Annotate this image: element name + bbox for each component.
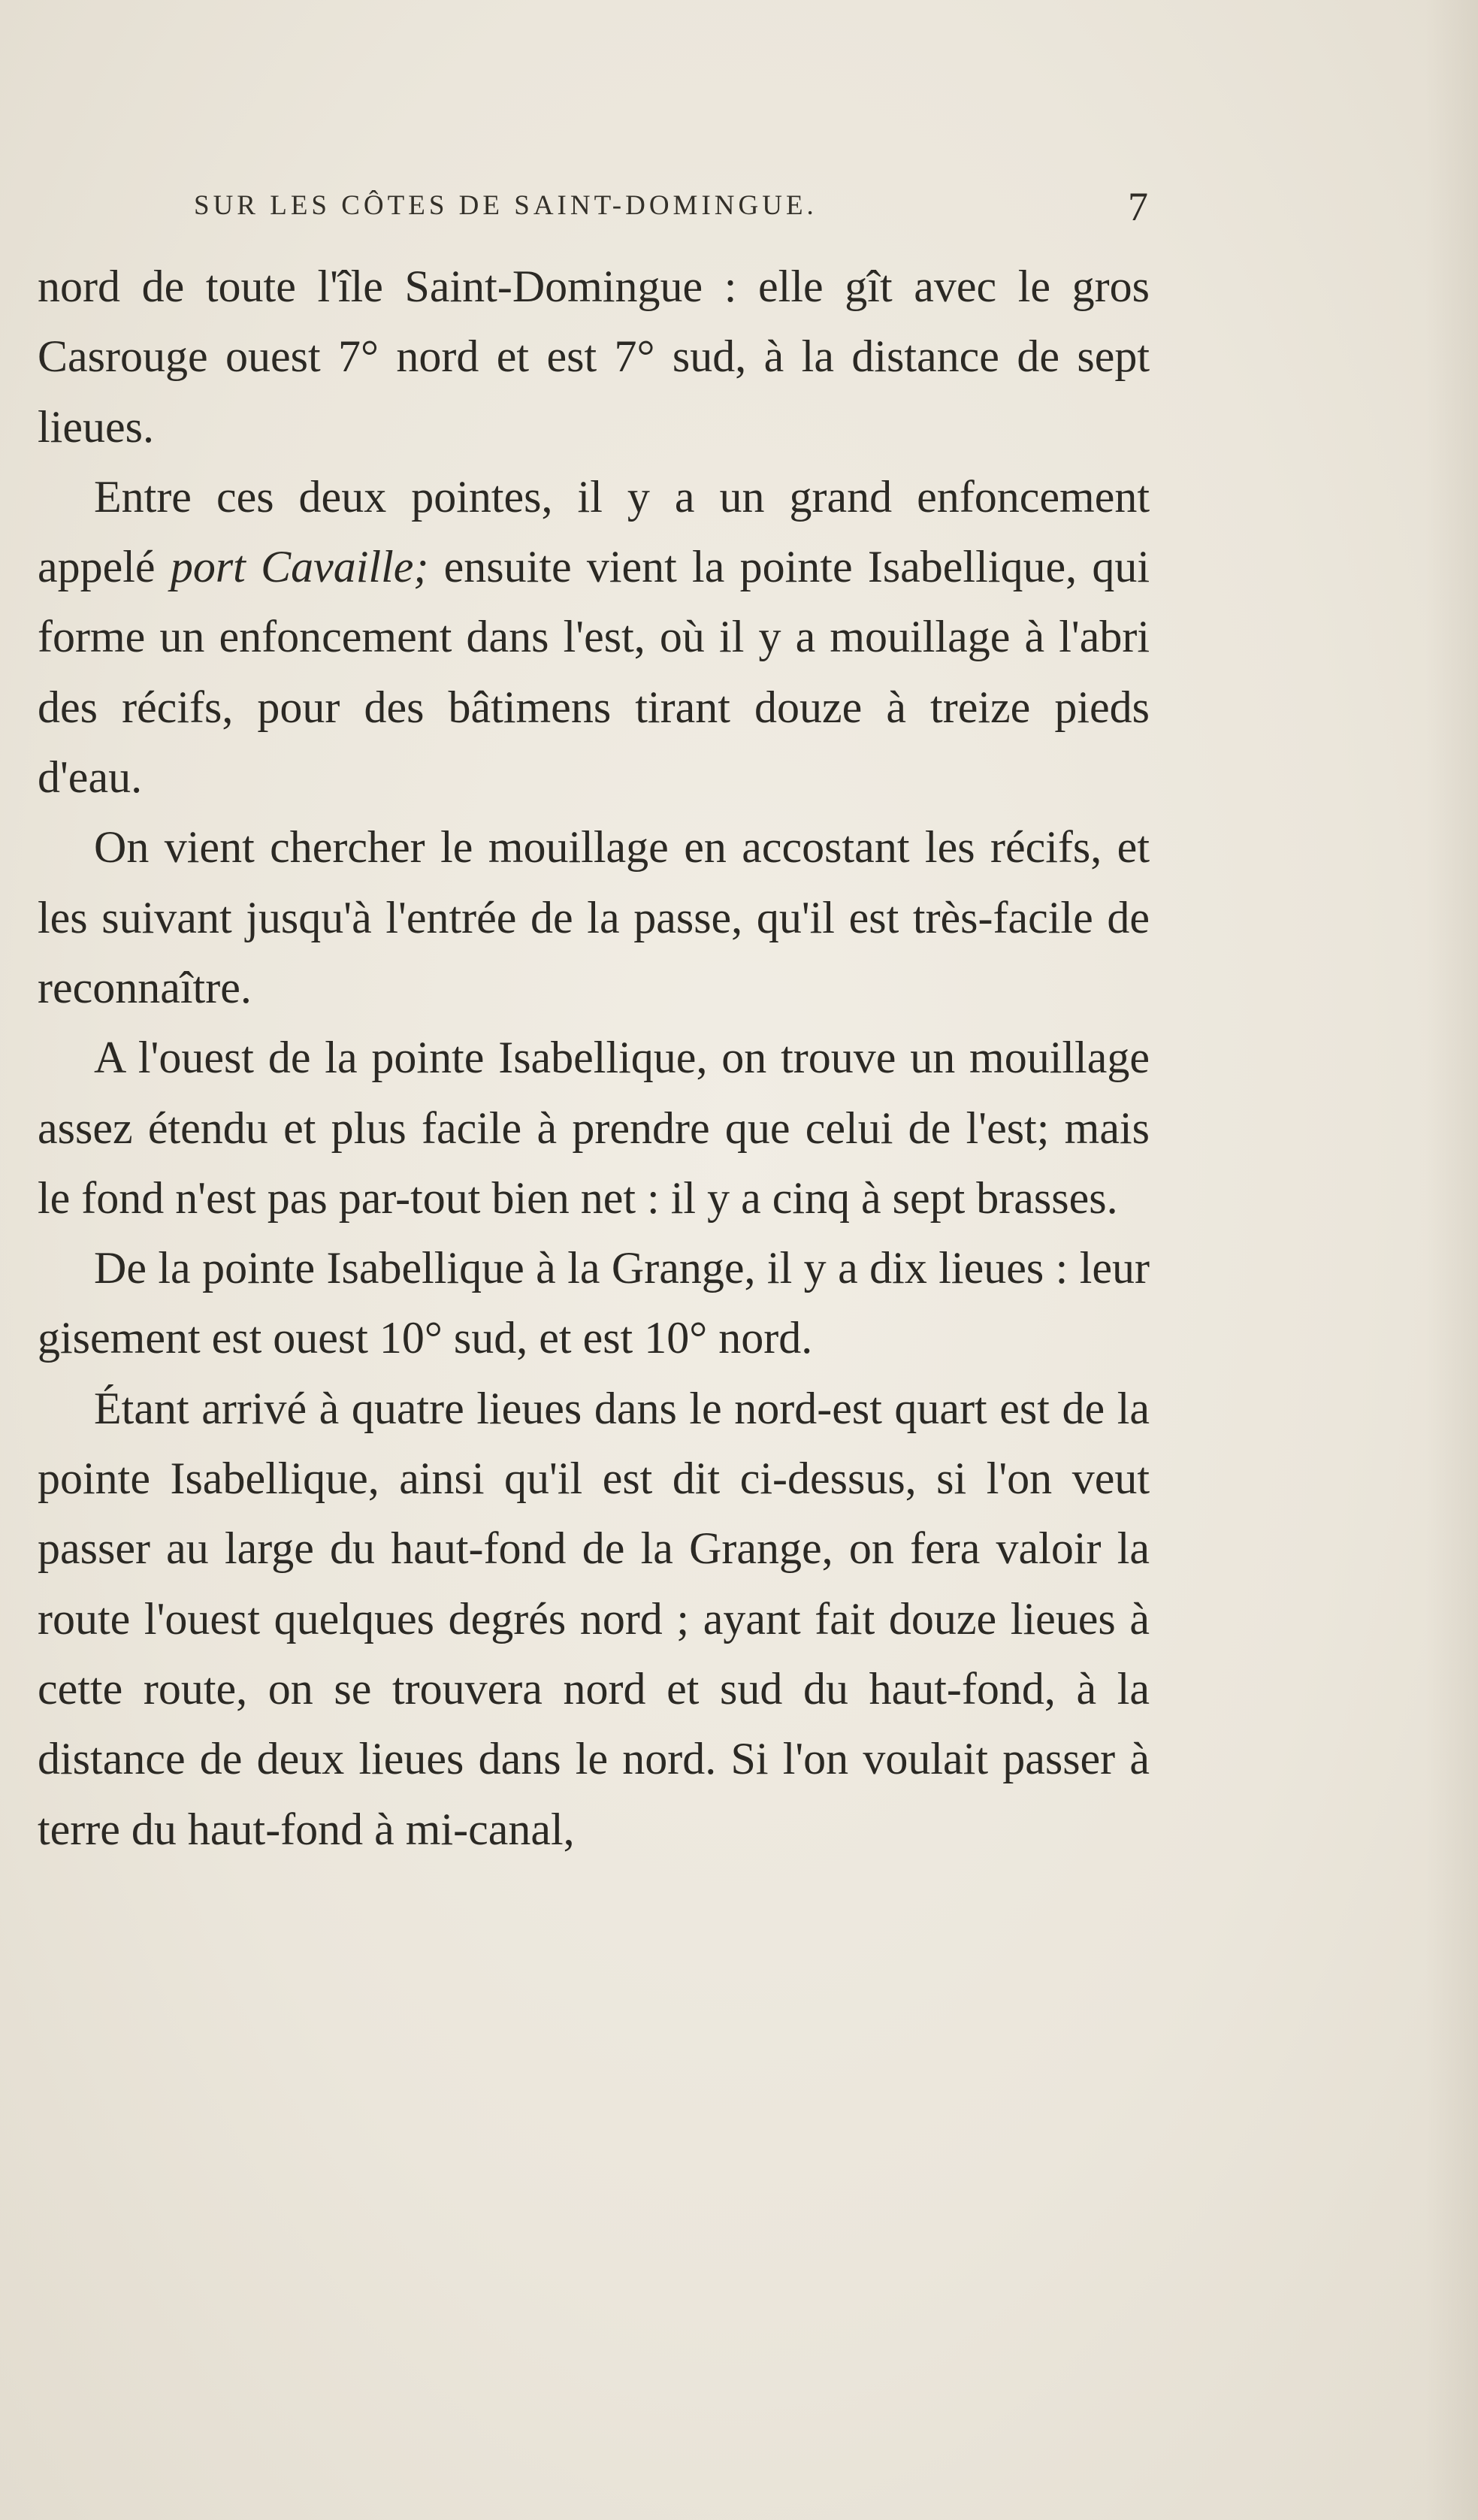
page-number: 7 [1128, 184, 1148, 229]
paragraph-1: nord de toute l'île Saint-Domingue : elle gît avec le gros Casrouge ouest 7° nord et est 7° sud, à la distance de sept lieues. [38, 262, 1150, 452]
paragraph-6: Étant arrivé à quatre lieues dans le nord-est quart est de la pointe Isabellique, ainsi qu'il est dit ci-dessus, si l'on veut passer au large du haut-fond de la Grange, on fera valoir la route l'ouest quelques degrés nord ; ayant fait douze lieues à cette route, on se trouvera nord et sud du haut-fond, à la distance de deux lieues dans le nord. Si l'on voulait passer à terre du haut-fond à mi-canal, [38, 1383, 1150, 1854]
page-header [194, 184, 1148, 234]
paragraph-2-text-after: ensuite vient la pointe Isabellique, qui forme un enfoncement dans l'est, où il y a mouillage à l'abri des récifs, pour des bâtimens tirant douze à treize pieds d'eau. [38, 542, 1150, 803]
page-edge-shadow [1425, 0, 1478, 2520]
paragraph-4: A l'ouest de la pointe Isabellique, on trouve un mouillage assez étendu et plus facile à prendre que celui de l'est; mais le fond n'est pas par-tout bien net : il y a cinq à sept brasses. [38, 1033, 1150, 1223]
paragraph-5: De la pointe Isabellique à la Grange, il y a dix lieues : leur gisement est ouest 10° sud, et est 10° nord. [38, 1243, 1150, 1363]
running-title: SUR LES CÔTES DE SAINT-DOMINGUE. [194, 190, 818, 221]
italic-place-name: port Cavaille; [170, 542, 429, 592]
paragraph-2 [38, 462, 1150, 812]
paragraph-3: On vient chercher le mouillage en accostant les récifs, et les suivant jusqu'à l'entrée de la passe, qu'il est très-facile de reconnaître. [38, 822, 1150, 1012]
paragraph-2-text-before: Entre ces deux pointes, il y a un grand enfoncement appelé [38, 471, 1150, 592]
body-text [38, 252, 1150, 1865]
